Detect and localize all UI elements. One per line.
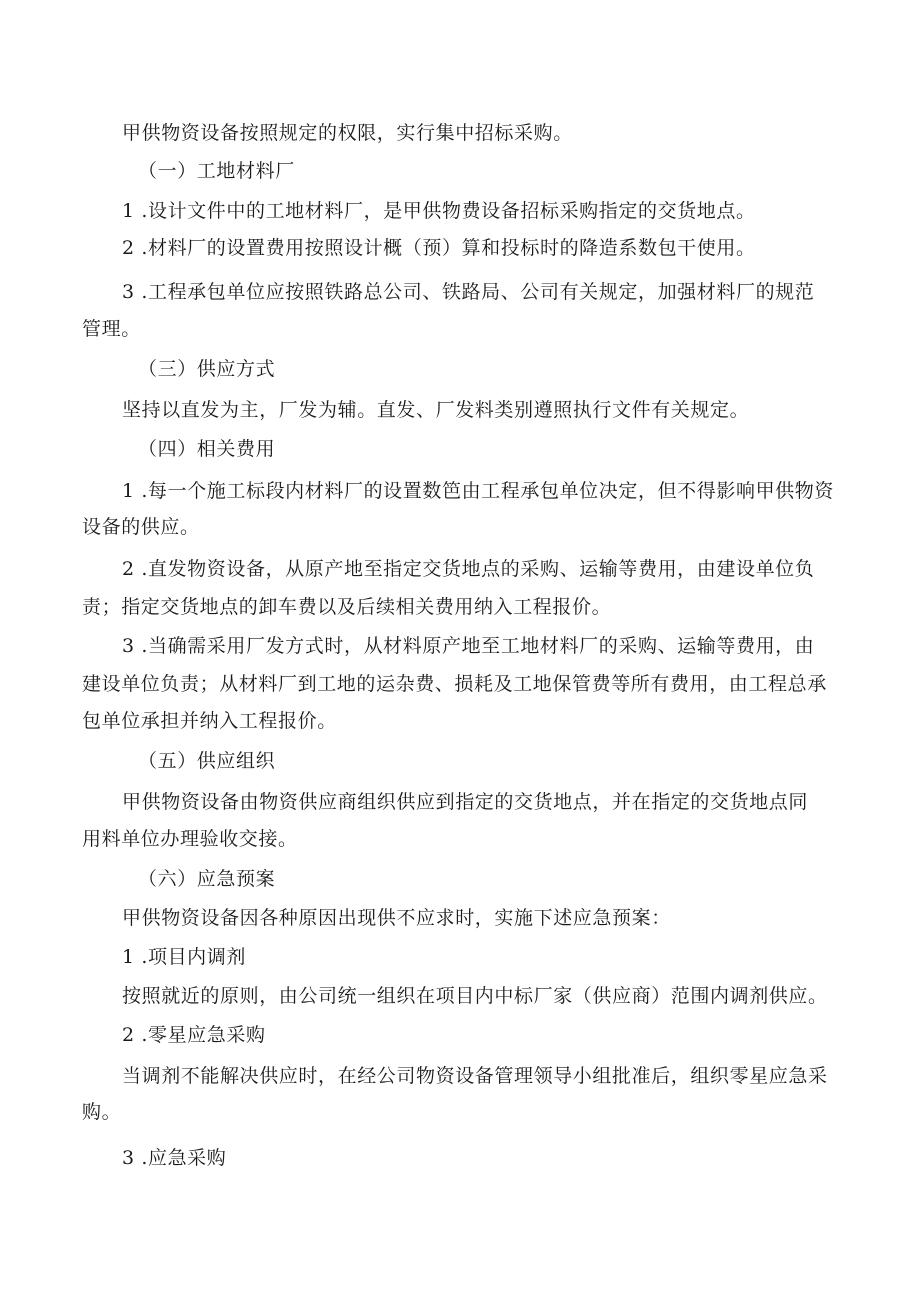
paragraph-line: 购。: [82, 1101, 122, 1123]
paragraph-line: 包单位承担并纳入工程报价。: [82, 710, 337, 732]
list-item: 3 .应急采购: [122, 1147, 227, 1169]
section-heading: （一）工地材料厂: [138, 160, 295, 182]
paragraph-line: 按照就近的原则，由公司统一组织在项目内中标厂家（供应商）范围内调剂供应。: [122, 985, 828, 1007]
section-heading: （三）供应方式: [138, 358, 276, 380]
paragraph-line: 用料单位办理验收交接。: [82, 828, 298, 850]
paragraph-line: 设备的供应。: [82, 516, 200, 538]
list-item: 2 .直发物资设备，从原产地至指定交货地点的采购、运输等费用，由建设单位负: [122, 558, 815, 580]
section-heading: （六）应急预案: [138, 868, 276, 890]
paragraph-line: 甲供物资设备按照规定的权限，实行集中招标采购。: [122, 122, 573, 144]
paragraph-line: 当调剂不能解决供应时，在经公司物资设备管理领导小组批准后，组织零星应急采: [122, 1065, 828, 1087]
list-item: 3 .当确需采用厂发方式时，从材料原产地至工地材料厂的采购、运输等费用，由: [122, 635, 815, 657]
paragraph-line: 管理。: [82, 318, 141, 340]
list-item: 1 .每一个施工标段内材料厂的设置数笆由工程承包单位决定，但不得影响甲供物资: [122, 480, 834, 502]
section-heading: （四）相关费用: [138, 438, 276, 460]
section-heading: （五）供应组织: [138, 750, 276, 772]
paragraph-line: 甲供物资设备由物资供应商组织供应到指定的交货地点，并在指定的交货地点同: [122, 791, 809, 813]
list-item: 3 .工程承包单位应按照铁路总公司、铁路局、公司有关规定，加强材料厂的规范: [122, 281, 815, 303]
paragraph-line: 责；指定交货地点的卸车费以及后续相关费用纳入工程报价。: [82, 596, 612, 618]
paragraph-line: 建设单位负责；从材料厂到工地的运杂费、损耗及工地保管费等所有费用，由工程总承: [82, 673, 827, 695]
paragraph-line: 坚持以直发为主，厂发为辅。直发、厂发料类别遵照执行文件有关规定。: [122, 399, 750, 421]
list-item: 1 .项目内调剂: [122, 946, 246, 968]
list-item: 2 .材料厂的设置费用按照设计概（预）算和投标时的降造系数包干使用。: [122, 237, 756, 259]
list-item: 2 .零星应急采购: [122, 1024, 266, 1046]
list-item: 1 .设计文件中的工地材料厂，是甲供物费设备招标采购指定的交货地点。: [122, 200, 756, 222]
paragraph-line: 甲供物资设备因各种原因出现供不应求时，实施下述应急预案：: [122, 907, 671, 929]
